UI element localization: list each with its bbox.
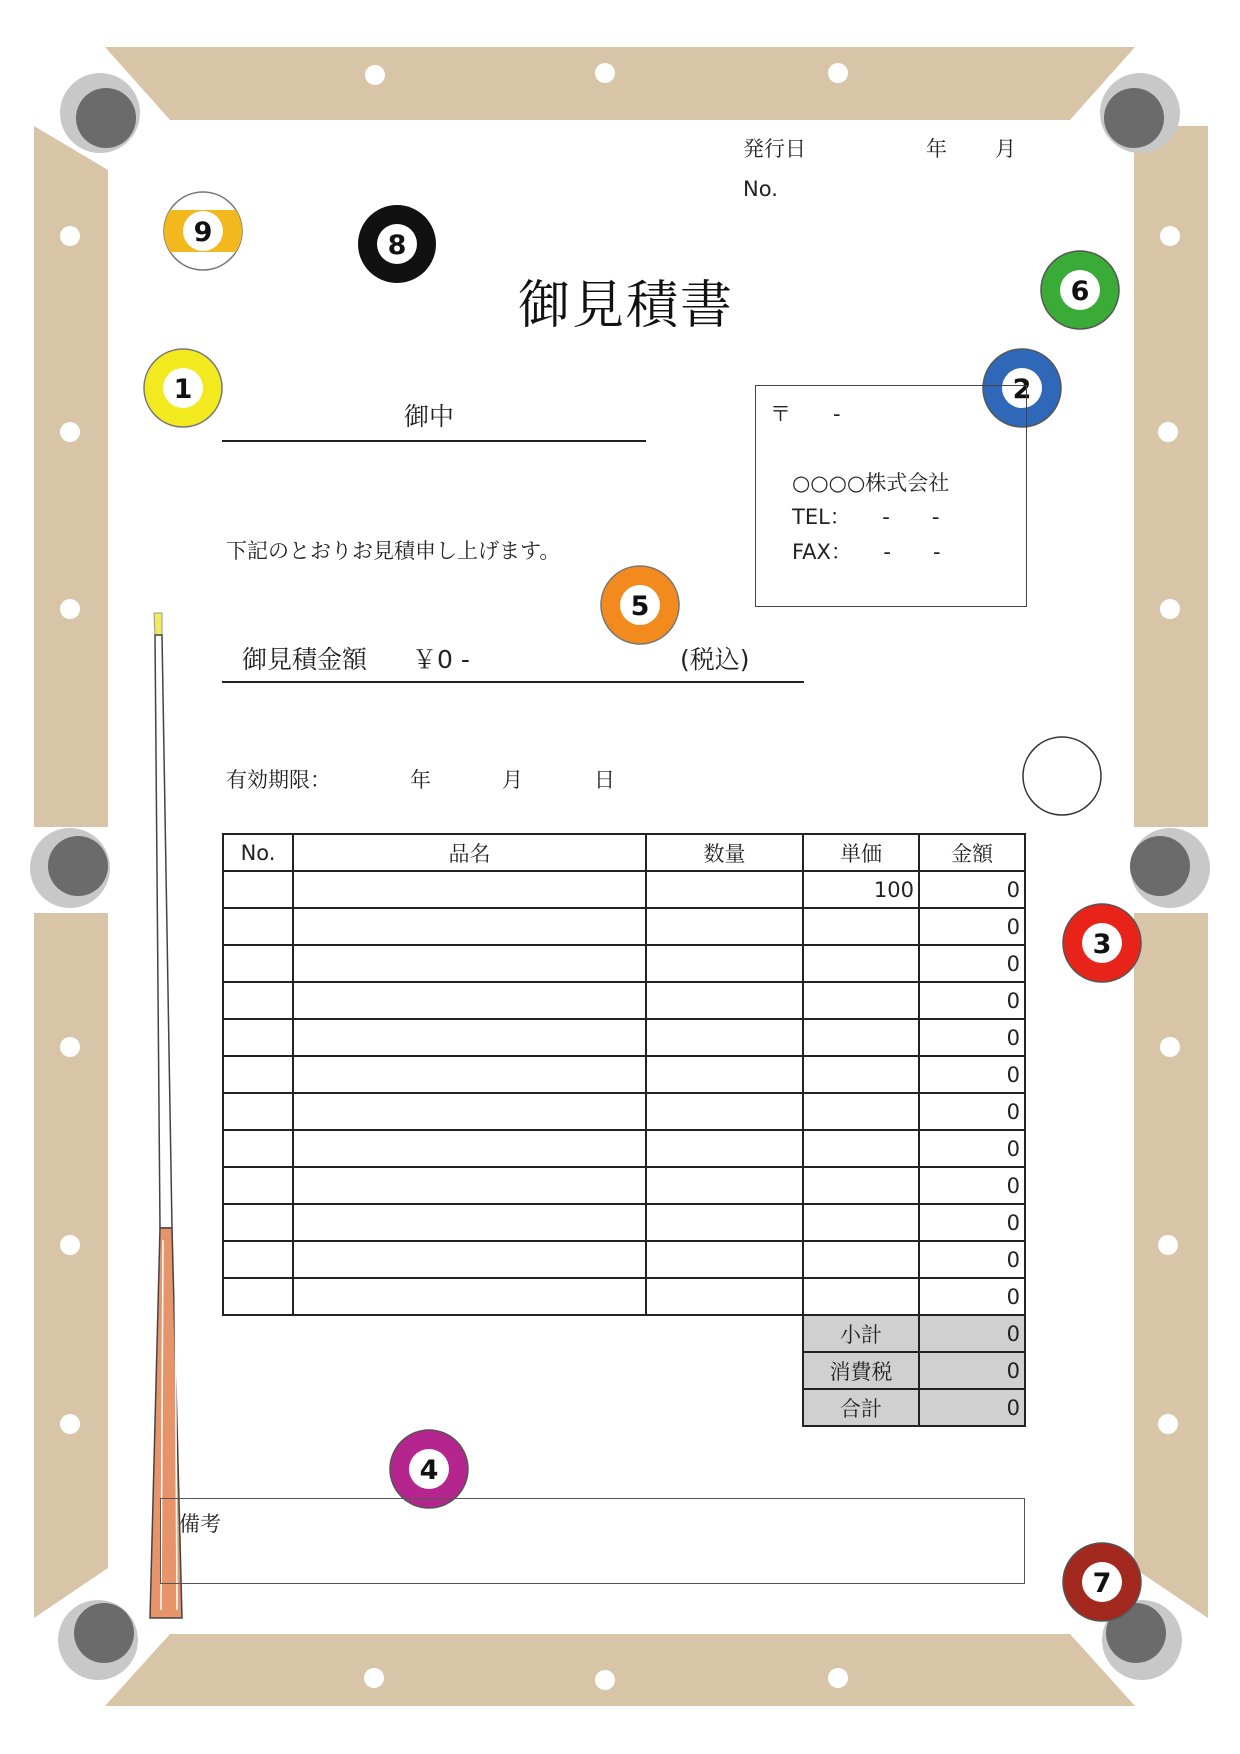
cell-item-name[interactable]	[293, 1278, 646, 1315]
ball-7	[1063, 1543, 1141, 1621]
validity-label: 有効期限：	[226, 768, 331, 792]
cell-no[interactable]	[223, 1093, 293, 1130]
cell-quantity[interactable]	[646, 1019, 803, 1056]
ball-8	[358, 205, 436, 283]
cell-no[interactable]	[223, 871, 293, 908]
table-row	[223, 945, 1025, 982]
cell-no[interactable]	[223, 1019, 293, 1056]
remarks-box[interactable]	[160, 1498, 1025, 1584]
cell-quantity[interactable]	[646, 908, 803, 945]
ball-5-label: 5	[630, 591, 650, 622]
subtotal-spacer	[223, 1315, 803, 1352]
recipient-suffix: 御中	[404, 402, 455, 431]
cell-quantity[interactable]	[646, 982, 803, 1019]
cell-no[interactable]	[223, 982, 293, 1019]
issue-year-label: 年	[926, 137, 947, 161]
cell-amount: 0	[919, 871, 1025, 908]
table-row	[223, 1278, 1025, 1315]
cell-item-name[interactable]	[293, 982, 646, 1019]
ball-5	[601, 566, 679, 644]
cell-unit-price[interactable]: 100	[803, 871, 919, 908]
items-table	[222, 833, 1026, 1427]
table-row	[223, 908, 1025, 945]
validity-month: 月	[502, 768, 523, 792]
cell-amount: 0	[919, 1278, 1025, 1315]
cell-item-name[interactable]	[293, 871, 646, 908]
cell-unit-price[interactable]	[803, 1056, 919, 1093]
cell-unit-price[interactable]	[803, 1130, 919, 1167]
cell-quantity[interactable]	[646, 1130, 803, 1167]
grand-total-row	[223, 1389, 1025, 1426]
cell-quantity[interactable]	[646, 1204, 803, 1241]
table-row	[223, 1056, 1025, 1093]
cell-amount: 0	[919, 908, 1025, 945]
cell-item-name[interactable]	[293, 1019, 646, 1056]
validity-day: 日	[594, 768, 615, 792]
subtotal-label: 小計	[803, 1315, 919, 1352]
right-rail-lower	[1134, 913, 1208, 1618]
cell-unit-price[interactable]	[803, 908, 919, 945]
cell-unit-price[interactable]	[803, 1241, 919, 1278]
cell-amount: 0	[919, 982, 1025, 1019]
cell-quantity[interactable]	[646, 1278, 803, 1315]
cell-unit-price[interactable]	[803, 1204, 919, 1241]
cell-item-name[interactable]	[293, 1056, 646, 1093]
total-underline	[222, 681, 804, 683]
cell-item-name[interactable]	[293, 945, 646, 982]
table-row	[223, 871, 1025, 908]
cell-item-name[interactable]	[293, 1204, 646, 1241]
page-title: 御見積書	[518, 276, 735, 336]
header-amount: 金額	[919, 834, 1025, 871]
table-row	[223, 1241, 1025, 1278]
cell-amount: 0	[919, 1167, 1025, 1204]
intro-text: 下記のとおりお見積申し上げます。	[226, 539, 561, 563]
ball-9	[160, 192, 246, 270]
cell-amount: 0	[919, 1093, 1025, 1130]
cell-unit-price[interactable]	[803, 982, 919, 1019]
grand-total-spacer	[223, 1389, 803, 1426]
cell-item-name[interactable]	[293, 908, 646, 945]
total-tax-note: (税込)	[680, 645, 750, 674]
left-rail-lower	[34, 913, 108, 1618]
cell-no[interactable]	[223, 1056, 293, 1093]
grand-total-value: 0	[919, 1389, 1025, 1426]
document-number-label: No.	[743, 177, 778, 201]
cell-quantity[interactable]	[646, 1167, 803, 1204]
sender-box	[755, 385, 1027, 607]
remarks-label: 備考	[179, 1512, 221, 1536]
cell-no[interactable]	[223, 1278, 293, 1315]
table-row	[223, 1019, 1025, 1056]
cell-item-name[interactable]	[293, 1241, 646, 1278]
cell-quantity[interactable]	[646, 1056, 803, 1093]
ball-6-label: 6	[1070, 276, 1090, 307]
cell-unit-price[interactable]	[803, 1167, 919, 1204]
sender-tel: TEL： - -	[792, 505, 940, 529]
header-quantity: 数量	[646, 834, 803, 871]
ball-2-label: 2	[1012, 374, 1032, 405]
ball-1	[144, 349, 222, 427]
tax-label: 消費税	[803, 1352, 919, 1389]
tax-spacer	[223, 1352, 803, 1389]
subtotal-row	[223, 1315, 1025, 1352]
header-item-name: 品名	[293, 834, 646, 871]
ball-4-label: 4	[419, 1455, 439, 1486]
cell-no[interactable]	[223, 1167, 293, 1204]
ball-3	[1063, 904, 1141, 982]
cell-item-name[interactable]	[293, 1130, 646, 1167]
cell-no[interactable]	[223, 1241, 293, 1278]
cell-quantity[interactable]	[646, 1241, 803, 1278]
cue-stick	[150, 613, 182, 1618]
issue-date-label: 発行日	[743, 137, 806, 161]
cue-ball	[1023, 737, 1101, 815]
ball-1-label: 1	[173, 374, 193, 405]
cell-no[interactable]	[223, 945, 293, 982]
tax-value: 0	[919, 1352, 1025, 1389]
validity-year: 年	[410, 768, 431, 792]
table-row	[223, 982, 1025, 1019]
sender-postal: 〒 -	[770, 402, 841, 426]
tax-row	[223, 1352, 1025, 1389]
issue-month-label: 月	[995, 137, 1016, 161]
top-rail	[105, 47, 1135, 120]
cell-quantity[interactable]	[646, 871, 803, 908]
cell-unit-price[interactable]	[803, 1278, 919, 1315]
cell-no[interactable]	[223, 1204, 293, 1241]
cell-amount: 0	[919, 1019, 1025, 1056]
cell-no[interactable]	[223, 908, 293, 945]
table-row	[223, 1093, 1025, 1130]
ball-7-label: 7	[1092, 1568, 1112, 1599]
table-row	[223, 1167, 1025, 1204]
cell-amount: 0	[919, 1241, 1025, 1278]
cell-unit-price[interactable]	[803, 1093, 919, 1130]
cell-amount: 0	[919, 945, 1025, 982]
ball-6	[1041, 251, 1119, 329]
sender-company: ○○○○株式会社	[792, 471, 950, 495]
header-unit-price: 単価	[803, 834, 919, 871]
subtotal-value: 0	[919, 1315, 1025, 1352]
sender-fax: FAX： - -	[792, 540, 941, 564]
ball-4	[390, 1430, 468, 1508]
ball-3-label: 3	[1092, 929, 1112, 960]
table-row	[223, 1204, 1025, 1241]
bottom-rail	[105, 1634, 1135, 1706]
header-no: No.	[223, 834, 293, 871]
cell-no[interactable]	[223, 1130, 293, 1167]
cell-unit-price[interactable]	[803, 1019, 919, 1056]
cell-unit-price[interactable]	[803, 945, 919, 982]
table-header-row	[223, 834, 1025, 871]
total-amount: ￥0 -	[412, 645, 470, 674]
ball-8-label: 8	[387, 230, 407, 261]
grand-total-label: 合計	[803, 1389, 919, 1426]
ball-9-label: 9	[193, 217, 213, 248]
cell-amount: 0	[919, 1130, 1025, 1167]
cell-amount: 0	[919, 1056, 1025, 1093]
cell-quantity[interactable]	[646, 945, 803, 982]
cell-amount: 0	[919, 1204, 1025, 1241]
recipient-underline	[222, 440, 646, 442]
cell-quantity[interactable]	[646, 1093, 803, 1130]
table-row	[223, 1130, 1025, 1167]
total-label: 御見積金額	[242, 645, 368, 674]
cell-item-name[interactable]	[293, 1167, 646, 1204]
cell-item-name[interactable]	[293, 1093, 646, 1130]
